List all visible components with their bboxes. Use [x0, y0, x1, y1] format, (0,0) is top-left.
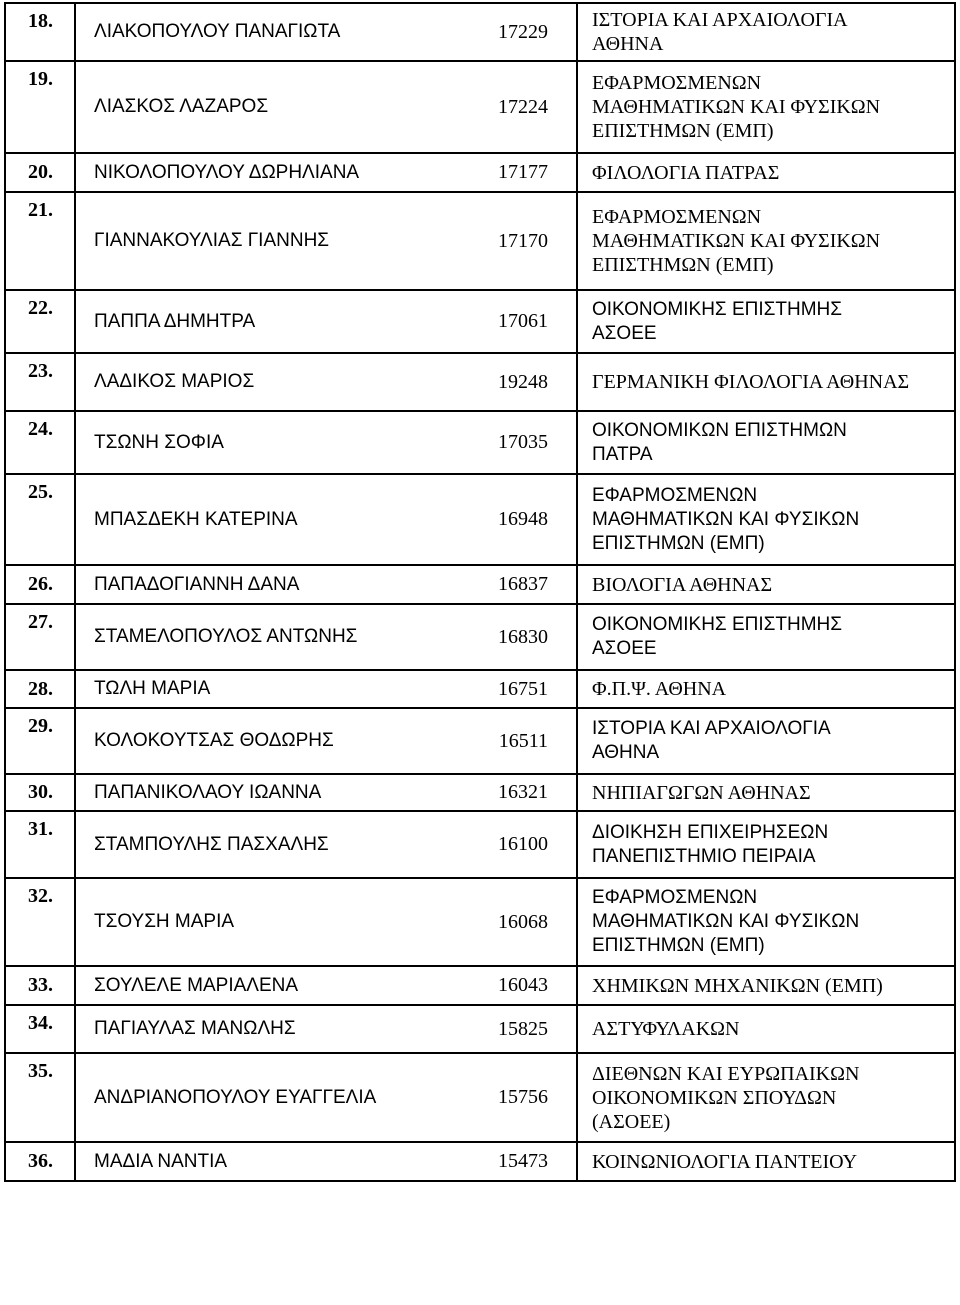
department: ΒΙΟΛΟΓΙΑ ΑΘΗΝΑΣ [592, 573, 773, 596]
student-name: ΤΣΟΥΣΗ ΜΑΡΙΑ [94, 911, 235, 932]
table-row [4, 671, 956, 709]
department: ΙΣΤΟΡΙΑ ΚΑΙ ΑΡΧΑΙΟΛΟΓΙΑ ΑΘΗΝΑ [592, 718, 831, 763]
student-name: ΠΑΠΑΔΟΓΙΑΝΝΗ ΔΑΝΑ [94, 573, 300, 595]
student-score: 17170 [478, 193, 578, 289]
student-name: ΑΝΔΡΙΑΝΟΠΟΥΛΟΥ ΕΥΑΓΓΕΛΙΑ [94, 1086, 377, 1108]
table-row [4, 2, 956, 62]
table-row [4, 154, 956, 193]
department: ΦΙΛΟΛΟΓΙΑ ΠΑΤΡΑΣ [592, 161, 780, 184]
row-number: 23. [6, 354, 76, 410]
table-row [4, 967, 956, 1006]
table-row [4, 1054, 956, 1143]
table-row [4, 193, 956, 291]
student-name: ΓΙΑΝΝΑΚΟΥΛΙΑΣ ΓΙΑΝΝΗΣ [94, 230, 330, 251]
department: ΟΙΚΟΝΟΜΙΚΗΣ ΕΠΙΣΤΗΜΗΣ ΑΣΟΕΕ [592, 298, 842, 344]
row-number: 27. [6, 605, 76, 669]
department: ΟΙΚΟΝΟΜΙΚΩΝ ΕΠΙΣΤΗΜΩΝ ΠΑΤΡΑ [592, 419, 847, 465]
student-score: 16751 [478, 671, 578, 707]
student-name: ΠΑΠΠΑ ΔΗΜΗΤΡΑ [94, 310, 256, 332]
row-number: 22. [6, 291, 76, 352]
student-name: ΛΑΔΙΚΟΣ ΜΑΡΙΟΣ [94, 371, 255, 392]
table-row [4, 775, 956, 812]
department: ΕΦΑΡΜΟΣΜΕΝΩΝ ΜΑΘΗΜΑΤΙΚΩΝ ΚΑΙ ΦΥΣΙΚΩΝ ΕΠΙΣΤΗΜΩΝ (ΕΜΠ) [592, 206, 881, 276]
student-score: 17035 [478, 412, 578, 473]
student-score: 15825 [478, 1006, 578, 1052]
student-score: 16837 [478, 566, 578, 603]
table-row [4, 412, 956, 475]
table-row [4, 291, 956, 354]
student-name: ΣΤΑΜΠΟΥΛΗΣ ΠΑΣΧΑΛΗΣ [94, 833, 329, 855]
table-row [4, 475, 956, 566]
row-number: 36. [6, 1143, 76, 1180]
department: ΟΙΚΟΝΟΜΙΚΗΣ ΕΠΙΣΤΗΜΗΣ ΑΣΟΕΕ [592, 614, 842, 659]
student-score: 16511 [478, 709, 578, 773]
student-name: ΠΑΠΑΝΙΚΟΛΑΟΥ ΙΩΑΝΝΑ [94, 781, 322, 803]
department: ΕΦΑΡΜΟΣΜΕΝΩΝ ΜΑΘΗΜΑΤΙΚΩΝ ΚΑΙ ΦΥΣΙΚΩΝ ΕΠΙΣΤΗΜΩΝ (ΕΜΠ) [592, 484, 860, 554]
student-name: ΜΑΔΙΑ ΝΑΝΤΙΑ [94, 1150, 228, 1172]
table-row [4, 1006, 956, 1054]
department: ΕΦΑΡΜΟΣΜΕΝΩΝ ΜΑΘΗΜΑΤΙΚΩΝ ΚΑΙ ΦΥΣΙΚΩΝ ΕΠΙΣΤΗΜΩΝ (ΕΜΠ) [592, 72, 881, 142]
table-row [4, 879, 956, 967]
student-score: 17229 [478, 4, 578, 60]
student-name: ΤΣΩΝΗ ΣΟΦΙΑ [94, 431, 224, 453]
student-name: ΠΑΓΙΑΥΛΑΣ ΜΑΝΩΛΗΣ [94, 1018, 296, 1039]
department: ΝΗΠΙΑΓΩΓΩΝ ΑΘΗΝΑΣ [592, 781, 811, 804]
row-number: 21. [6, 193, 76, 289]
row-number: 19. [6, 62, 76, 152]
student-name: ΣΤΑΜΕΛΟΠΟΥΛΟΣ ΑΝΤΩΝΗΣ [94, 626, 358, 647]
department: ΓΕΡΜΑΝΙΚΗ ΦΙΛΟΛΟΓΙΑ ΑΘΗΝΑΣ [592, 371, 910, 393]
department: ΑΣΤΥΦΥΛΑΚΩΝ [592, 1018, 740, 1040]
table-row [4, 1143, 956, 1182]
row-number: 31. [6, 812, 76, 877]
table-row [4, 566, 956, 605]
student-score: 16068 [478, 879, 578, 965]
row-number: 28. [6, 671, 76, 707]
row-number: 20. [6, 154, 76, 191]
student-name: ΜΠΑΣΔΕΚΗ ΚΑΤΕΡΙΝΑ [94, 508, 298, 530]
table-row [4, 354, 956, 412]
row-number: 24. [6, 412, 76, 473]
student-name: ΝΙΚΟΛΟΠΟΥΛΟΥ ΔΩΡΗΛΙΑΝΑ [94, 161, 360, 183]
student-name: ΛΙΑΣΚΟΣ ΛΑΖΑΡΟΣ [94, 96, 269, 117]
student-score: 16948 [478, 475, 578, 564]
students-table [4, 2, 956, 1182]
row-number: 25. [6, 475, 76, 564]
row-number: 26. [6, 566, 76, 603]
student-score: 15756 [478, 1054, 578, 1141]
department: ΧΗΜΙΚΩΝ ΜΗΧΑΝΙΚΩΝ (ΕΜΠ) [592, 974, 883, 997]
table-row [4, 605, 956, 671]
student-score: 16043 [478, 967, 578, 1004]
department: ΔΙΟΙΚΗΣΗ ΕΠΙΧΕΙΡΗΣΕΩΝ ΠΑΝΕΠΙΣΤΗΜΙΟ ΠΕΙΡΑΙΑ [592, 821, 829, 867]
student-score: 16830 [478, 605, 578, 669]
student-score: 16321 [478, 775, 578, 810]
department: ΚΟΙΝΩΝΙΟΛΟΓΙΑ ΠΑΝΤΕΙΟΥ [592, 1150, 858, 1173]
student-name: ΣΟΥΛΕΛΕ ΜΑΡΙΑΛΕΝΑ [94, 974, 299, 996]
student-name: ΚΟΛΟΚΟΥΤΣΑΣ ΘΟΔΩΡΗΣ [94, 730, 334, 751]
student-name: ΤΩΛΗ ΜΑΡΙΑ [94, 678, 211, 699]
row-number: 34. [6, 1006, 76, 1052]
row-number: 30. [6, 775, 76, 810]
table-row [4, 62, 956, 154]
student-score: 17061 [478, 291, 578, 352]
department: ΙΣΤΟΡΙΑ ΚΑΙ ΑΡΧΑΙΟΛΟΓΙΑ ΑΘΗΝΑ [592, 9, 848, 55]
table-row [4, 812, 956, 879]
row-number: 35. [6, 1054, 76, 1141]
row-number: 18. [6, 4, 76, 60]
student-score: 17177 [478, 154, 578, 191]
student-score: 19248 [478, 354, 578, 410]
student-name: ΛΙΑΚΟΠΟΥΛΟΥ ΠΑΝΑΓΙΩΤΑ [94, 21, 341, 42]
department: ΔΙΕΘΝΩΝ ΚΑΙ ΕΥΡΩΠΑΙΚΩΝ ΟΙΚΟΝΟΜΙΚΩΝ ΣΠΟΥΔΩΝ (ΑΣΟΕΕ) [592, 1062, 860, 1133]
student-score: 15473 [478, 1143, 578, 1180]
department: Φ.Π.Ψ. ΑΘΗΝΑ [592, 678, 727, 700]
row-number: 29. [6, 709, 76, 773]
row-number: 32. [6, 879, 76, 965]
row-number: 33. [6, 967, 76, 1004]
table-row [4, 709, 956, 775]
student-score: 17224 [478, 62, 578, 152]
student-score: 16100 [478, 812, 578, 877]
department: ΕΦΑΡΜΟΣΜΕΝΩΝ ΜΑΘΗΜΑΤΙΚΩΝ ΚΑΙ ΦΥΣΙΚΩΝ ΕΠΙΣΤΗΜΩΝ (ΕΜΠ) [592, 887, 860, 956]
